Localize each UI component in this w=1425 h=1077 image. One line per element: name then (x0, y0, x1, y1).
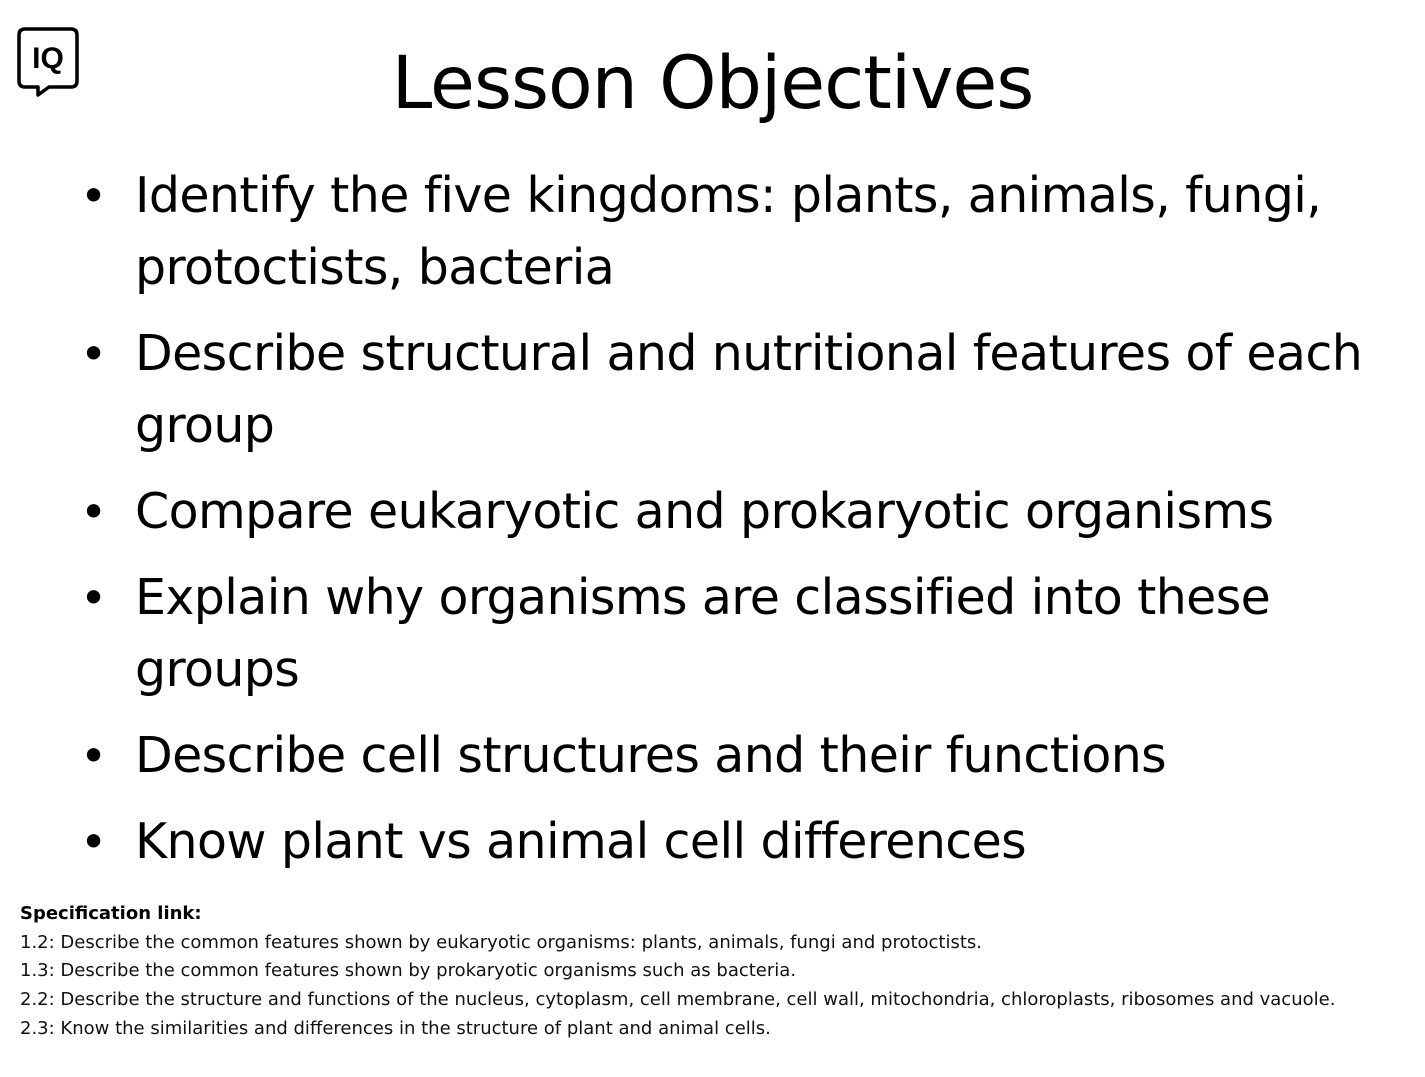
objective-item (0, 806, 1425, 878)
slide-title: Lesson Objectives (391, 41, 1034, 126)
objective-text: Compare eukaryotic and prokaryotic organisms (135, 483, 1274, 540)
specification-line: 2.2: Describe the structure and functions of the nucleus, cytoplasm, cell membrane, cell wall, mitochondria, chloroplasts, ribosomes and vacuole. (20, 989, 1336, 1011)
objective-text: Explain why organisms are classified into these groups (135, 569, 1271, 698)
objective-item (0, 562, 1425, 706)
bullet-icon: • (80, 729, 107, 783)
specification-link (20, 900, 1415, 1044)
specification-line: 1.3: Describe the common features shown by prokaryotic organisms such as bacteria. (20, 960, 797, 982)
logo-text: IQ (32, 42, 64, 75)
specification-line: 2.3: Know the similarities and differences in the structure of plant and animal cells. (20, 1017, 771, 1039)
specification-line: 1.2: Describe the common features shown by eukaryotic organisms: plants, animals, fungi and protoctists. (20, 931, 983, 953)
bullet-icon: • (80, 485, 107, 539)
bullet-icon: • (80, 327, 107, 381)
objective-text: Identify the five kingdoms: plants, animals, fungi, protoctists, bacteria (135, 167, 1322, 296)
objectives-list (0, 160, 1425, 892)
bullet-icon: • (80, 815, 107, 869)
objective-item (0, 160, 1425, 304)
bullet-icon: • (80, 571, 107, 625)
objective-text: Know plant vs animal cell differences (135, 813, 1027, 870)
objective-text: Describe cell structures and their functions (135, 727, 1167, 784)
objective-item (0, 318, 1425, 462)
bullet-icon: • (80, 169, 107, 223)
objective-item (0, 476, 1425, 548)
objective-item (0, 720, 1425, 792)
specification-heading: Specification link: (20, 903, 202, 924)
objective-text: Describe structural and nutritional features of each group (135, 325, 1363, 454)
